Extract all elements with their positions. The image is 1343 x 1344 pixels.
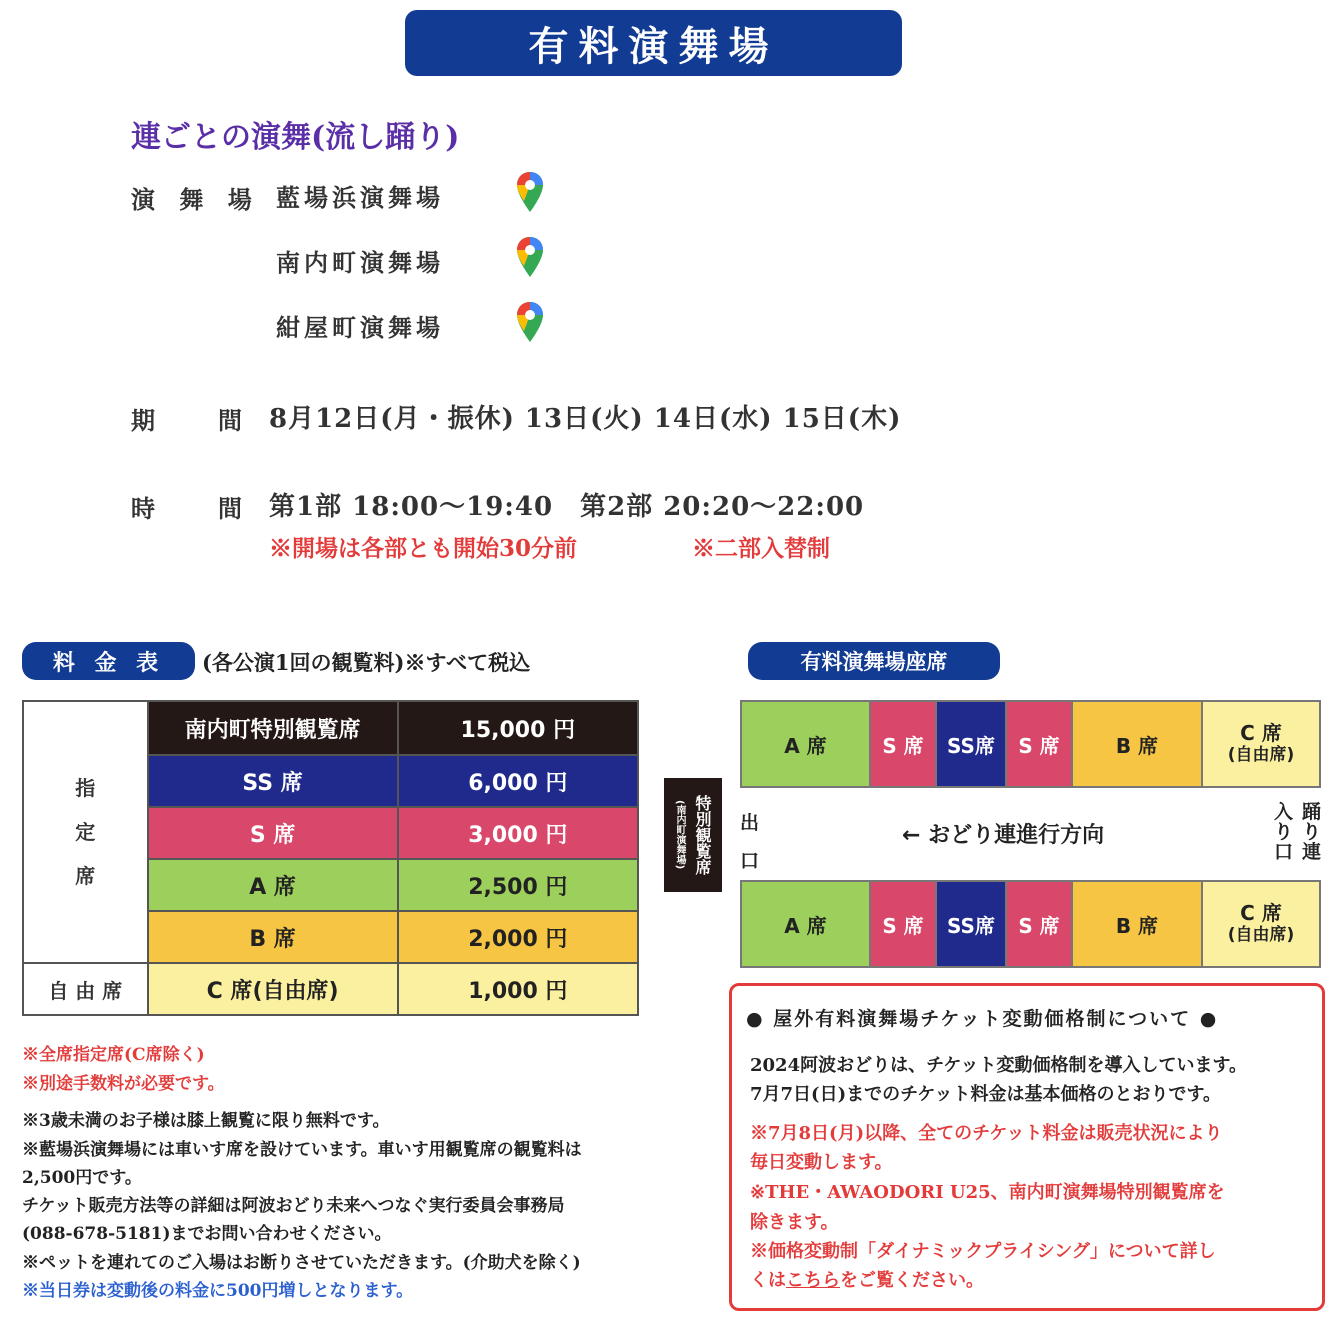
note-line: チケット販売方法等の詳細は阿波おどり未来へつなぐ実行委員会事務局 — [22, 1196, 565, 1216]
seat-row-top — [740, 700, 1321, 788]
price-row-price: 6,000 円 — [398, 755, 638, 807]
map-pin-icon[interactable] — [515, 300, 545, 344]
exit-label: 出 口 — [740, 812, 760, 872]
dynamic-pricing-note: ※7月8日(月)以降、全てのチケット料金は販売状況により — [750, 1123, 1223, 1144]
reserved-seat-group: 指 定 席 — [23, 701, 148, 963]
seat-s: S 席 — [871, 702, 937, 786]
seat-b: B 席 — [1073, 882, 1203, 966]
note-line: 2,500円です。 — [22, 1168, 142, 1188]
price-table-heading: 料 金 表 — [22, 642, 195, 680]
note-line: ※全席指定席(C席除く) — [22, 1045, 205, 1065]
dancers-label: 踊 り 連 — [1302, 801, 1322, 863]
dynamic-pricing-title: ● 屋外有料演舞場チケット変動価格制について ● — [746, 1008, 1219, 1030]
note-line: ※藍場浜演舞場には車いす席を設けています。車いす用観覧席の観覧料は — [22, 1140, 582, 1160]
venue-label: 演 舞 場 — [131, 185, 260, 214]
price-row-price: 2,000 円 — [398, 911, 638, 963]
note-line: ※別途手数料が必要です。 — [22, 1074, 225, 1094]
dynamic-pricing-note: くはこちらをご覧ください。 — [750, 1270, 984, 1291]
entry-label: 入 り 口 — [1274, 801, 1294, 863]
note-line: (088-678-5181)までお問い合わせください。 — [22, 1224, 392, 1244]
time-note-swap: ※二部入替制 — [692, 535, 830, 562]
dynamic-pricing-line: 7月7日(日)までのチケット料金は基本価格のとおりです。 — [750, 1084, 1222, 1105]
price-row-name: 南内町特別観覧席 — [148, 701, 398, 755]
dynamic-pricing-note: ※価格変動制「ダイナミックプライシング」について詳し — [750, 1241, 1216, 1262]
seat-map-heading: 有料演舞場座席 — [748, 642, 1000, 680]
period-value: 8月12日(月・振休) 13日(火) 14日(水) 15日(木) — [269, 404, 902, 434]
price-row-price: 15,000 円 — [398, 701, 638, 755]
note-line: ※ペットを連れてのご入場はお断りさせていただきます。(介助犬を除く) — [22, 1253, 581, 1273]
price-row-name: A 席 — [148, 859, 398, 911]
page-title: 有料演舞場 — [405, 10, 902, 76]
dynamic-pricing-note: 除きます。 — [750, 1212, 839, 1233]
price-table-caption: (各公演1回の観覧料)※すべて税込 — [202, 650, 531, 675]
details-link[interactable]: こちら — [786, 1270, 840, 1291]
time-label-1: 時 — [131, 494, 155, 523]
venue-minamiuchimachi: 南内町演舞場 — [276, 248, 444, 277]
time-note-open: ※開場は各部とも開始30分前 — [269, 535, 578, 562]
venue-aibahama: 藍場浜演舞場 — [276, 183, 444, 212]
map-pin-icon[interactable] — [515, 235, 545, 279]
dynamic-pricing-note: 毎日変動します。 — [750, 1152, 893, 1173]
price-row-price: 1,000 円 — [398, 963, 638, 1015]
note-line: ※3歳未満のお子様は膝上観覧に限り無料です。 — [22, 1111, 390, 1131]
venue-konyamachi: 紺屋町演舞場 — [276, 313, 444, 342]
seat-b: B 席 — [1073, 702, 1203, 786]
special-seat-label: 特別観覧席 (南内町演舞場) — [664, 778, 722, 892]
seat-a: A 席 — [742, 882, 871, 966]
price-table — [22, 700, 639, 1016]
price-row-name: SS 席 — [148, 755, 398, 807]
seat-s: S 席 — [1007, 882, 1073, 966]
seat-s: S 席 — [871, 882, 937, 966]
time-value: 第1部 18:00〜19:40 第2部 20:20〜22:00 — [269, 492, 865, 522]
seat-a: A 席 — [742, 702, 871, 786]
period-label-2: 間 — [218, 406, 242, 435]
free-seat-group: 自 由 席 — [23, 963, 148, 1015]
seat-c: C 席 (自由席) — [1203, 702, 1319, 786]
seat-s: S 席 — [1007, 702, 1073, 786]
period-label-1: 期 — [131, 406, 155, 435]
note-line: ※当日券は変動後の料金に500円増しとなります。 — [22, 1281, 414, 1301]
price-row-name: B 席 — [148, 911, 398, 963]
dynamic-pricing-note: ※THE・AWAODORI U25、南内町演舞場特別観覧席を — [750, 1182, 1225, 1203]
seat-ss: SS席 — [937, 882, 1007, 966]
parade-direction: ← おどり連進行方向 — [902, 823, 1105, 848]
map-pin-icon[interactable] — [515, 170, 545, 214]
seat-ss: SS席 — [937, 702, 1007, 786]
price-row-name: S 席 — [148, 807, 398, 859]
price-row-price: 2,500 円 — [398, 859, 638, 911]
price-row-name: C 席(自由席) — [148, 963, 398, 1015]
time-label-2: 間 — [218, 494, 242, 523]
section-subtitle: 連ごとの演舞(流し踊り) — [131, 120, 460, 155]
seat-row-bottom — [740, 880, 1321, 968]
dynamic-pricing-line: 2024阿波おどりは、チケット変動価格制を導入しています。 — [750, 1055, 1248, 1076]
price-row-price: 3,000 円 — [398, 807, 638, 859]
seat-c: C 席 (自由席) — [1203, 882, 1319, 966]
